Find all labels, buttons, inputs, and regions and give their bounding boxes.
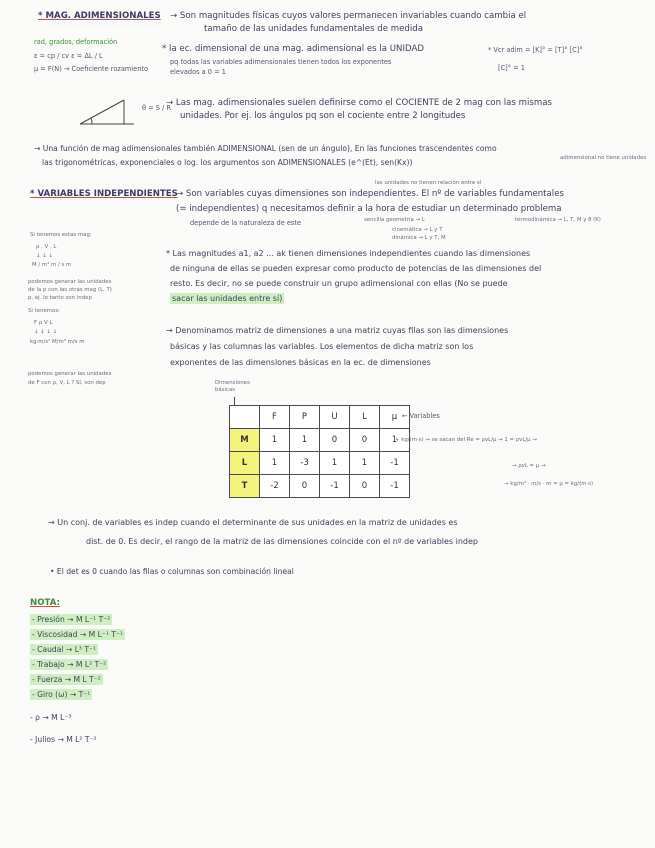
independence-line: * Las magnitudes a1, a2 ... ak tienen dimensiones independientes cuando las dimensiones <box>166 249 531 258</box>
side-note: Si tenemos: <box>28 308 60 314</box>
side-note: p. ej. lo tanto son indep <box>28 295 92 301</box>
variables-line: (= independientes) q necesitamos definir a la hora de estudiar un determinado problema <box>176 204 562 214</box>
note-line: * la ec. dimensional de una mag. adimensional es la UNIDAD <box>162 44 424 54</box>
angle-formula: θ = S / R <box>142 104 171 112</box>
matrix-cell: -3 <box>290 452 320 475</box>
definition-line: → Son magnitudes físicas cuyos valores permanecen invariables cuando cambia el <box>170 11 527 21</box>
matrix-cell: -1 <box>380 452 410 475</box>
matrix-row-label: M <box>230 429 260 452</box>
nota-item: - Julios → M L² T⁻² <box>30 735 97 744</box>
nature-note: cinemática → L y T <box>392 227 443 233</box>
determinant-line: → Un conj. de variables es indep cuando el determinante de sus unidades en la matriz de unidades es <box>48 518 458 527</box>
small-note: las unidades no tienen relación entre sí <box>375 180 482 186</box>
matrix-cell: 1 <box>260 452 290 475</box>
matrix-row <box>230 429 410 452</box>
formula: ε = cp / cv ε = ΔL / L <box>34 52 103 60</box>
function-line: las trigonométricas, exponenciales o log. los argumentos son ADIMENSIONALES (e^(Et), sen(Kx)) <box>42 158 413 167</box>
cociente-line: unidades. Por ej. los ángulos pq son el cociente entre 2 longitudes <box>180 111 466 121</box>
nature-note: dinámica → L y T, M <box>392 235 446 241</box>
dimension-matrix <box>229 405 410 498</box>
matrix-header: P <box>290 406 320 429</box>
matrix-definition: exponentes de las dimensiones básicas en la ec. de dimensiones <box>170 358 431 367</box>
reynolds-note: ↳ kg/(m·s) → se sacan del Re = ρvL/μ → 1 = ρvL/μ → <box>395 437 537 443</box>
matrix-definition: → Denominamos matriz de dimensiones a una matriz cuyas filas son las dimensiones <box>166 326 509 335</box>
function-line: → Una función de mag adimensionales también ADIMENSIONAL (sen de un ángulo), En las funciones trascendentes como <box>34 144 497 153</box>
matrix-header: L <box>350 406 380 429</box>
matrix-cell: 1 <box>380 429 410 452</box>
matrix-cell: 0 <box>350 429 380 452</box>
side-note: ↓ ↓ ↓ <box>36 253 53 259</box>
side-note: de la p con las otras mag (L, T) <box>28 287 112 293</box>
nature-note: sencilla geometría → L <box>364 217 425 223</box>
determinant-line: dist. de 0. Es decir, el rango de la matriz de las dimensiones coincide con el nº de variables indep <box>86 537 479 546</box>
dimension-formula: * Vcr adim = [K]° = [T]° [C]° <box>488 46 583 54</box>
matrix-top-label: Dimensiones básicas <box>215 380 250 393</box>
matrix-row-label: L <box>230 452 260 475</box>
nota-item: - Trabajo → M L² T⁻² <box>32 660 107 669</box>
note-line: elevados a 0 = 1 <box>170 68 226 76</box>
side-note: podemos generar las unidades <box>28 279 112 285</box>
cociente-line: → Las mag. adimensionales suelen definirse como el COCIENTE de 2 mag con las mismas <box>166 98 552 108</box>
section-title-variables: * VARIABLES INDEPENDIENTES <box>30 189 178 199</box>
matrix-header: U <box>320 406 350 429</box>
matrix-corner <box>230 406 260 429</box>
side-note: ρ , V , L <box>36 244 57 250</box>
matrix-row <box>230 452 410 475</box>
angle-diagram <box>78 92 138 130</box>
side-note: M / m³ m / s m <box>32 262 72 268</box>
matrix-row-label: T <box>230 475 260 498</box>
determinant-note: • El det es 0 cuando las filas o columnas son combinación lineal <box>50 567 294 576</box>
variables-arrow-label: ← Variables <box>402 412 440 420</box>
matrix-cell: -1 <box>320 475 350 498</box>
side-note: kg·m/s² M/m³ m/s m <box>30 339 85 345</box>
nota-item: - Presión → M L⁻¹ T⁻² <box>32 615 111 624</box>
side-note: podemos generar las unidades <box>28 371 112 377</box>
nature-note: termodinámica → L, T, M y θ (K) <box>515 217 601 223</box>
matrix-cell: 0 <box>320 429 350 452</box>
nota-item: - Viscosidad → M L⁻¹ T⁻¹ <box>32 630 123 639</box>
variables-line: → Son variables cuyas dimensiones son independientes. El nº de variables fundamentales <box>176 189 564 199</box>
side-note: adimensional no tiene unidades <box>560 155 647 161</box>
independence-line: resto. Es decir, no se puede construir un grupo adimensional con ellas (No se puede <box>170 279 508 288</box>
matrix-cell: 1 <box>320 452 350 475</box>
reynolds-note: → kg/m³ · m/s · m = μ = kg/(m·s) <box>504 481 594 487</box>
nota-item: - Fuerza → M L T⁻² <box>32 675 101 684</box>
nota-item: - Giro (ω) → T⁻¹ <box>32 690 91 699</box>
matrix-cell: 0 <box>350 475 380 498</box>
matrix-definition: básicas y las columnas las variables. Los elementos de dicha matriz son los <box>170 342 474 351</box>
matrix-cell: -2 <box>260 475 290 498</box>
matrix-cell: 1 <box>290 429 320 452</box>
side-note: de F con ρ, V, L ? Sí, son dep <box>28 380 106 386</box>
matrix-cell: 1 <box>350 452 380 475</box>
nota-title: NOTA: <box>30 598 60 608</box>
side-note: Si tenemos estas mag: <box>30 232 92 238</box>
variables-line: depende de la naturaleza de este <box>190 219 302 227</box>
matrix-header: F <box>260 406 290 429</box>
formula: μ = F(N) → Coeficiente rozamiento <box>34 65 148 73</box>
matrix-cell: -1 <box>380 475 410 498</box>
reynolds-note: → ρvL = μ → <box>512 463 546 469</box>
independence-line-highlight: sacar las unidades entre sí) <box>172 294 283 303</box>
examples-label: rad, grados, deformación <box>34 38 118 46</box>
matrix-cell: 1 <box>260 429 290 452</box>
dimension-formula: [C]° = 1 <box>498 64 525 72</box>
side-note: ↓ ↓ ↓ ↓ <box>34 329 58 335</box>
side-note: F ρ V L <box>34 320 53 326</box>
nota-item: - ρ → M L⁻³ <box>30 713 72 722</box>
nota-item: - Caudal → L³ T⁻¹ <box>32 645 97 654</box>
matrix-cell: 0 <box>290 475 320 498</box>
definition-line: tamaño de las unidades fundamentales de medida <box>204 24 423 34</box>
matrix-row <box>230 475 410 498</box>
note-line: pq todas las variables adimensionales tienen todos los exponentes <box>170 58 392 66</box>
matrix-header: μ <box>380 406 410 429</box>
independence-line: de ninguna de ellas se pueden expresar como producto de potencias de las dimensiones del <box>170 264 542 273</box>
section-title-adimensionales: * MAG. ADIMENSIONALES <box>38 11 161 21</box>
